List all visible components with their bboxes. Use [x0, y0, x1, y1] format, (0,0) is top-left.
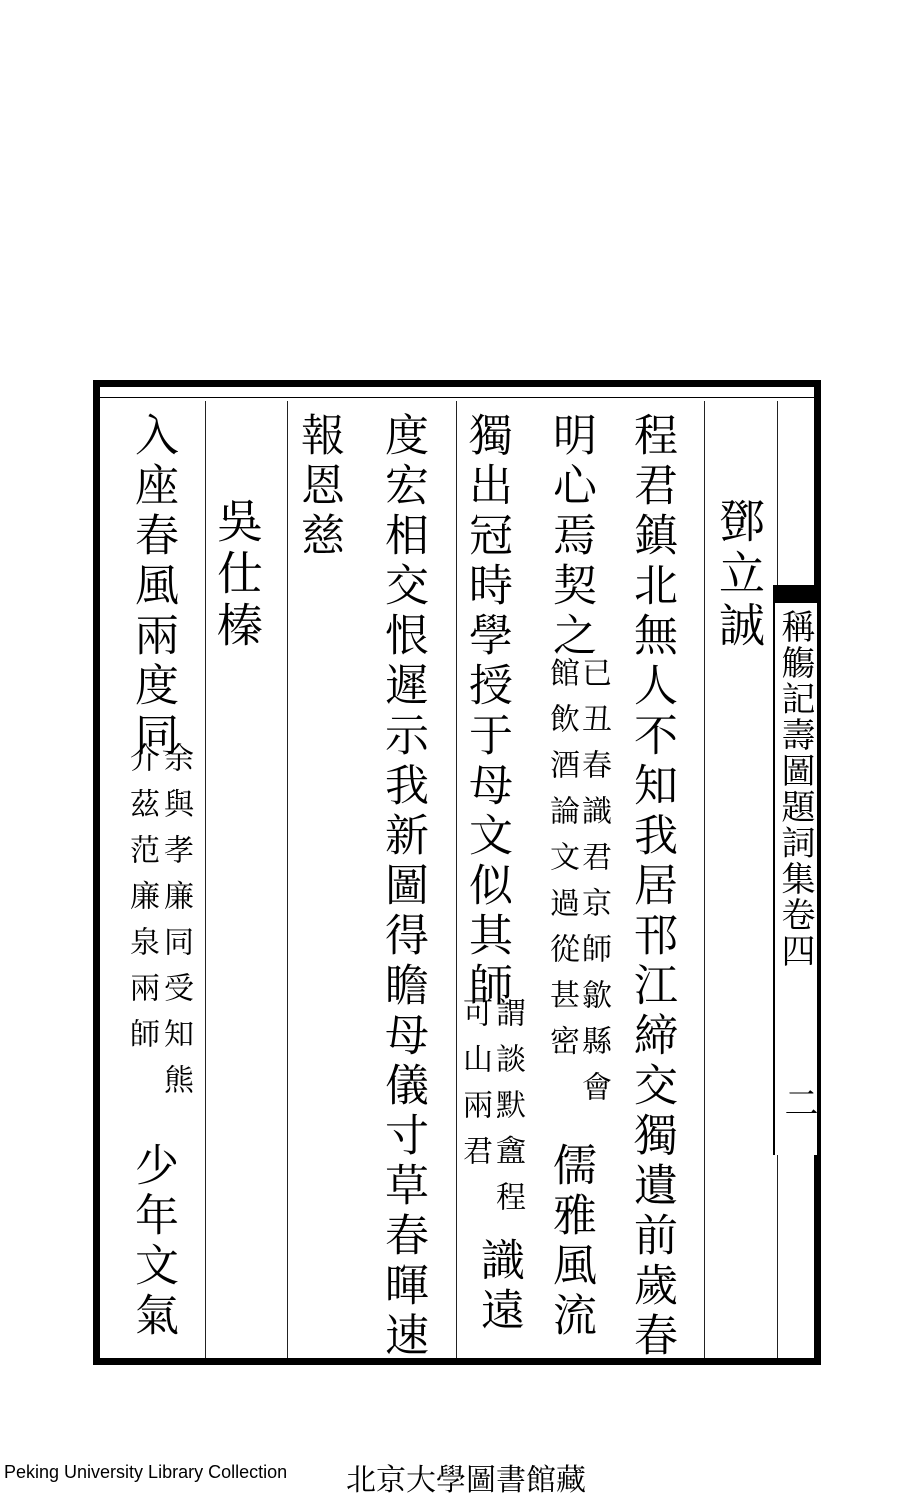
column-rule [205, 401, 206, 1358]
annotation: 已丑春識君京師歙縣會 [576, 657, 611, 1117]
fold-gutter [773, 585, 819, 1155]
poem-line: 少年文氣 [127, 1142, 178, 1342]
poem-line: 報恩慈 [293, 412, 344, 562]
poem-line: 獨出冠時學授于母文似其師 [461, 412, 512, 1012]
fish-tail-mark [775, 585, 817, 603]
annotation: 謂談默盦程 [490, 997, 525, 1227]
author-name: 吳仕榛 [210, 497, 264, 653]
column-rule [456, 401, 457, 1358]
poem-line: 識遠 [473, 1237, 524, 1337]
poem-line: 度宏相交恨遲示我新圖得瞻母儀寸草春暉速 [377, 412, 428, 1362]
annotation: 余與孝廉同受知熊 [158, 742, 193, 1110]
poem-line: 程君鎮北無人不知我居邗江締交獨遺前歲春 [626, 412, 677, 1362]
page-number: 二 [778, 1085, 818, 1119]
book-title: 稱觴記壽圖題詞集卷四 [775, 609, 815, 969]
collection-label-en: Peking University Library Collection [4, 1462, 288, 1482]
frame-top-rule [100, 397, 814, 398]
poem-line: 儒雅風流 [545, 1142, 596, 1342]
poem-line: 入座春風兩度同 [127, 412, 178, 762]
column-rule [287, 401, 288, 1358]
poem-line: 明心焉契之 [545, 412, 596, 662]
annotation: 介茲范廉泉兩師 [124, 742, 159, 1064]
annotation: 可山兩君 [457, 997, 492, 1181]
collection-label-cn: 北京大學圖書館藏 [346, 1463, 586, 1498]
column-rule [704, 401, 705, 1358]
annotation: 館飲酒論文過從甚密 [544, 657, 579, 1071]
page-frame [93, 380, 821, 1365]
author-name: 鄧立誠 [712, 497, 766, 653]
